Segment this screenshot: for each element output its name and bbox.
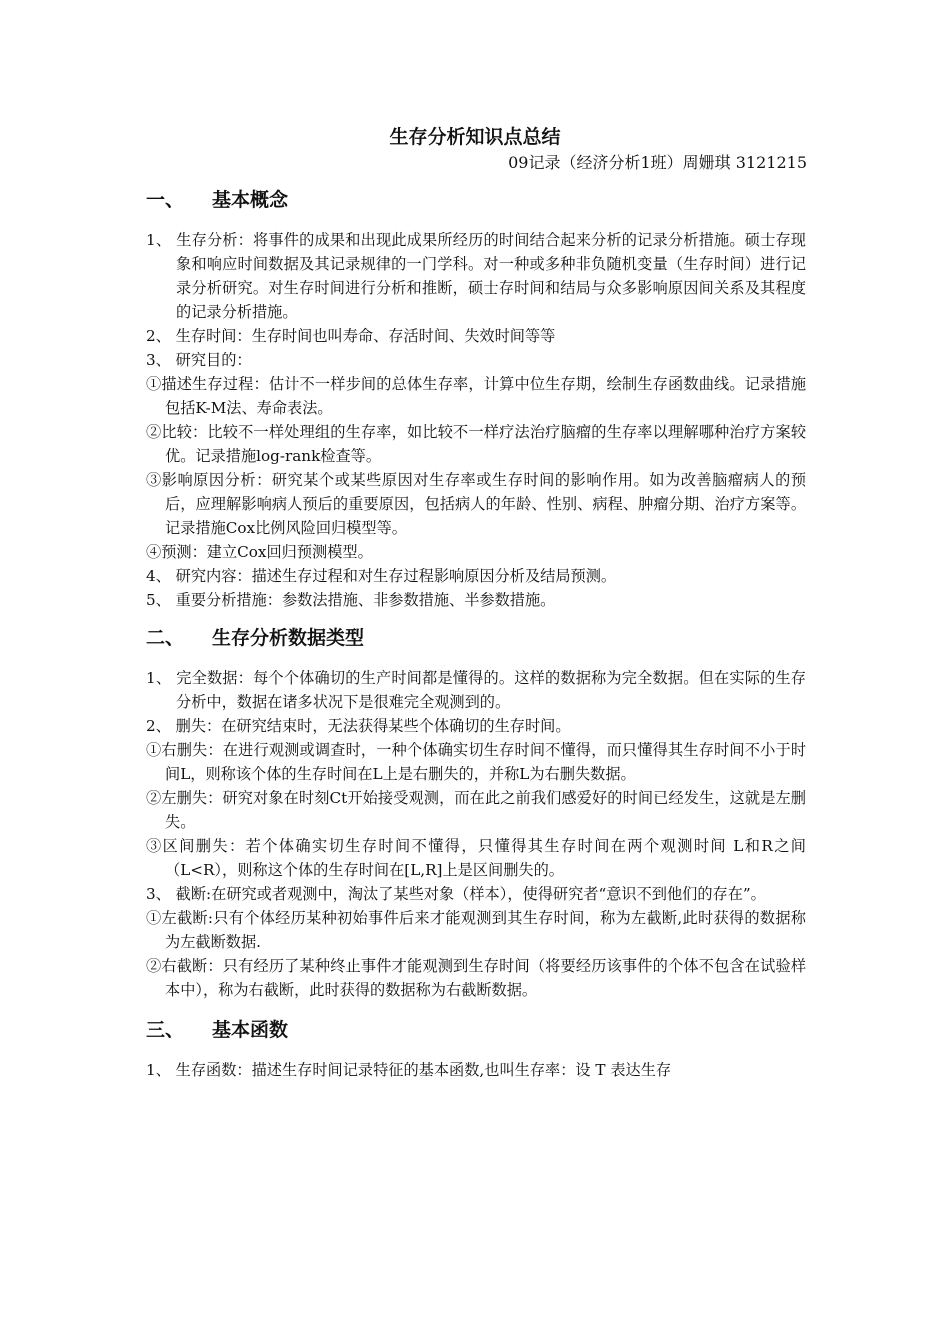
list-item: 5、 重要分析措施：参数法措施、非参数措施、半参数措施。	[146, 591, 556, 609]
list-item: ④预测：建立Cox回归预测模型。	[146, 543, 373, 561]
list-item: ③区间删失：若个体确实切生存时间不懂得，只懂得其生存时间在两个观测时间 L和R之间（L<R），则称这个体的生存时间在[L,R]上是区间删失的。	[146, 837, 806, 879]
list-item: ②右截断：只有经历了某种终止事件才能观测到生存时间（将要经历该事件的个体不包含在试验样本中），称为右截断，此时获得的数据称为右截断数据。	[146, 957, 806, 999]
document-title: 生存分析知识点总结	[389, 126, 561, 148]
list-item: 1、 完全数据：每个个体确切的生产时间都是懂得的。这样的数据称为完全数据。但在实际的生存分析中，数据在诸多状况下是很难完全观测到的。	[146, 669, 806, 711]
document-body	[146, 184, 806, 1082]
list-item: ①描述生存过程：估计不一样步间的总体生存率，计算中位生存期，绘制生存函数曲线。记录措施包括K-M法、寿命表法。	[146, 375, 806, 417]
section-heading-data-types: 二、 生存分析数据类型	[146, 627, 365, 649]
list-item: 2、 删失：在研究结束时，无法获得某些个体确切的生存时间。	[146, 717, 571, 735]
list-item: ③影响原因分析：研究某个或某些原因对生存率或生存时间的影响作用。如为改善脑瘤病人的预后，应理解影响病人预后的重要原因，包括病人的年龄、性别、病程、肿瘤分期、治疗方案等。记录措施Cox比例风险回归模型等。	[146, 471, 806, 537]
list-item: ②比较：比较不一样处理组的生存率，如比较不一样疗法治疗脑瘤的生存率以理解哪种治疗方案较优。记录措施log-rank检查等。	[146, 423, 806, 465]
author-line: 09记录（经济分析1班）周姗琪 3121215	[508, 153, 807, 172]
list-item: ①左截断:只有个体经历某种初始事件后来才能观测到其生存时间，称为左截断,此时获得的数据称为左截断数据.	[146, 909, 806, 951]
list-item: ②左删失：研究对象在时刻Ct开始接受观测，而在此之前我们感爱好的时间已经发生，这就是左删失。	[146, 789, 806, 831]
section-heading-basic-concepts: 一、 基本概念	[146, 189, 289, 211]
list-item: 1、 生存函数：描述生存时间记录特征的基本函数,也叫生存率：设 T 表达生存	[146, 1061, 672, 1079]
list-item: 4、 研究内容：描述生存过程和对生存过程影响原因分析及结局预测。	[146, 567, 617, 585]
list-item: ①右删失：在进行观测或调查时，一种个体确实切生存时间不懂得，而只懂得其生存时间不小于时间L，则称该个体的生存时间在L上是右删失的，并称L为右删失数据。	[146, 741, 806, 783]
list-item: 3、 研究目的：	[146, 351, 252, 369]
list-item: 1、 生存分析：将事件的成果和出现此成果所经历的时间结合起来分析的记录分析措施。硕士存现象和响应时间数据及其记录规律的一门学科。对一种或多种非负随机变量（生存时间）进行记录分析研究。对生存时间进行分析和推断，硕士存时间和结局与众多影响原因间关系及其程度的记录分析措施。	[146, 231, 806, 321]
list-item: 2、 生存时间：生存时间也叫寿命、存活时间、失效时间等等	[146, 327, 556, 345]
list-item: 3、 截断:在研究或者观测中，淘汰了某些对象（样本），使得研究者“意识不到他们的存在”。	[146, 885, 766, 903]
section-heading-basic-functions: 三、 基本函数	[146, 1019, 289, 1041]
